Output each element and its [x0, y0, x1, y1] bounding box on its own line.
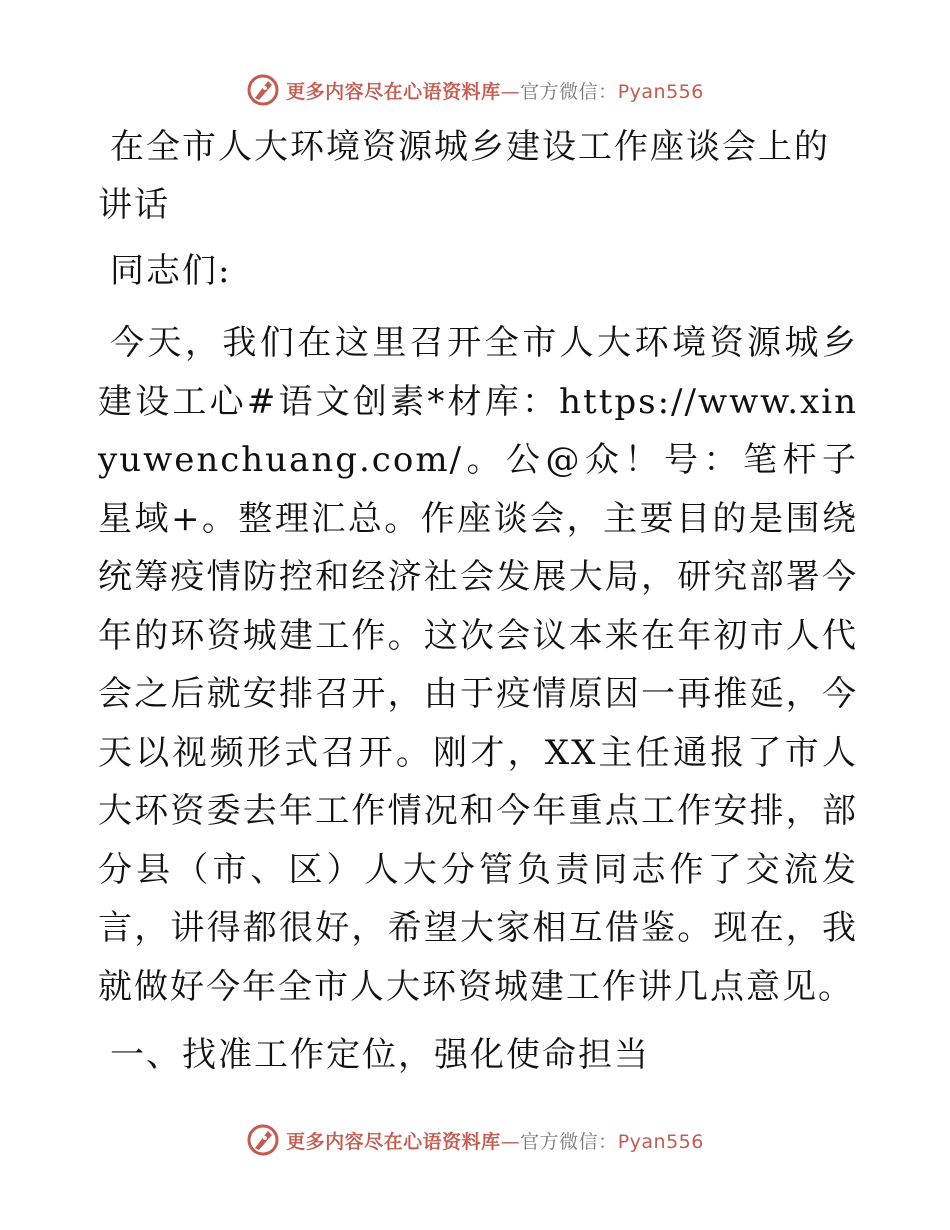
- pen-nib-icon: [246, 73, 280, 107]
- watermark-text: [286, 77, 704, 104]
- watermark-main: 更多内容尽在心语资料库: [286, 1130, 501, 1153]
- section-heading: 一、找准工作定位，强化使命担当: [110, 1035, 650, 1075]
- document-body: [98, 118, 858, 1084]
- watermark-account: Pyan556: [617, 1130, 704, 1153]
- watermark-dash: —: [500, 80, 521, 103]
- paragraph: 今天，我们在这里召开全市人大环境资源城乡建设工心#语文创素*材库：https://www.xinyuwenchuang.com/。公@众！号：笔杆子星域+。整理汇总。作座谈会，主要目的是围绕统筹疫情防控和经济社会发展大局，研究部署今年的环资城建工作。这次会议本来在年初市人代会之后就安排召开，由于疫情原因一再推延，今天以视频形式召开。刚才，XX主任通报了市人大环资委去年工作情况和今年重点工作安排，部分县（市、区）人大分管负责同志作了交流发言，讲得都很好，希望大家相互借鉴。现在，我就做好今年全市人大环资城建工作讲几点意见。: [98, 323, 858, 1007]
- document-title: 在全市人大环境资源城乡建设工作座谈会上的讲话: [98, 127, 830, 225]
- watermark-channel: 官方微信：: [520, 80, 618, 103]
- watermark-banner-bottom: [0, 1120, 950, 1160]
- watermark-dash: —: [500, 1130, 521, 1153]
- watermark-channel: 官方微信：: [520, 1130, 618, 1153]
- watermark-main: 更多内容尽在心语资料库: [286, 80, 501, 103]
- watermark-banner-top: [0, 70, 950, 110]
- salutation: 同志们:: [110, 251, 232, 291]
- watermark-account: Pyan556: [617, 80, 704, 103]
- watermark-text: [286, 1127, 704, 1154]
- pen-nib-icon: [246, 1123, 280, 1157]
